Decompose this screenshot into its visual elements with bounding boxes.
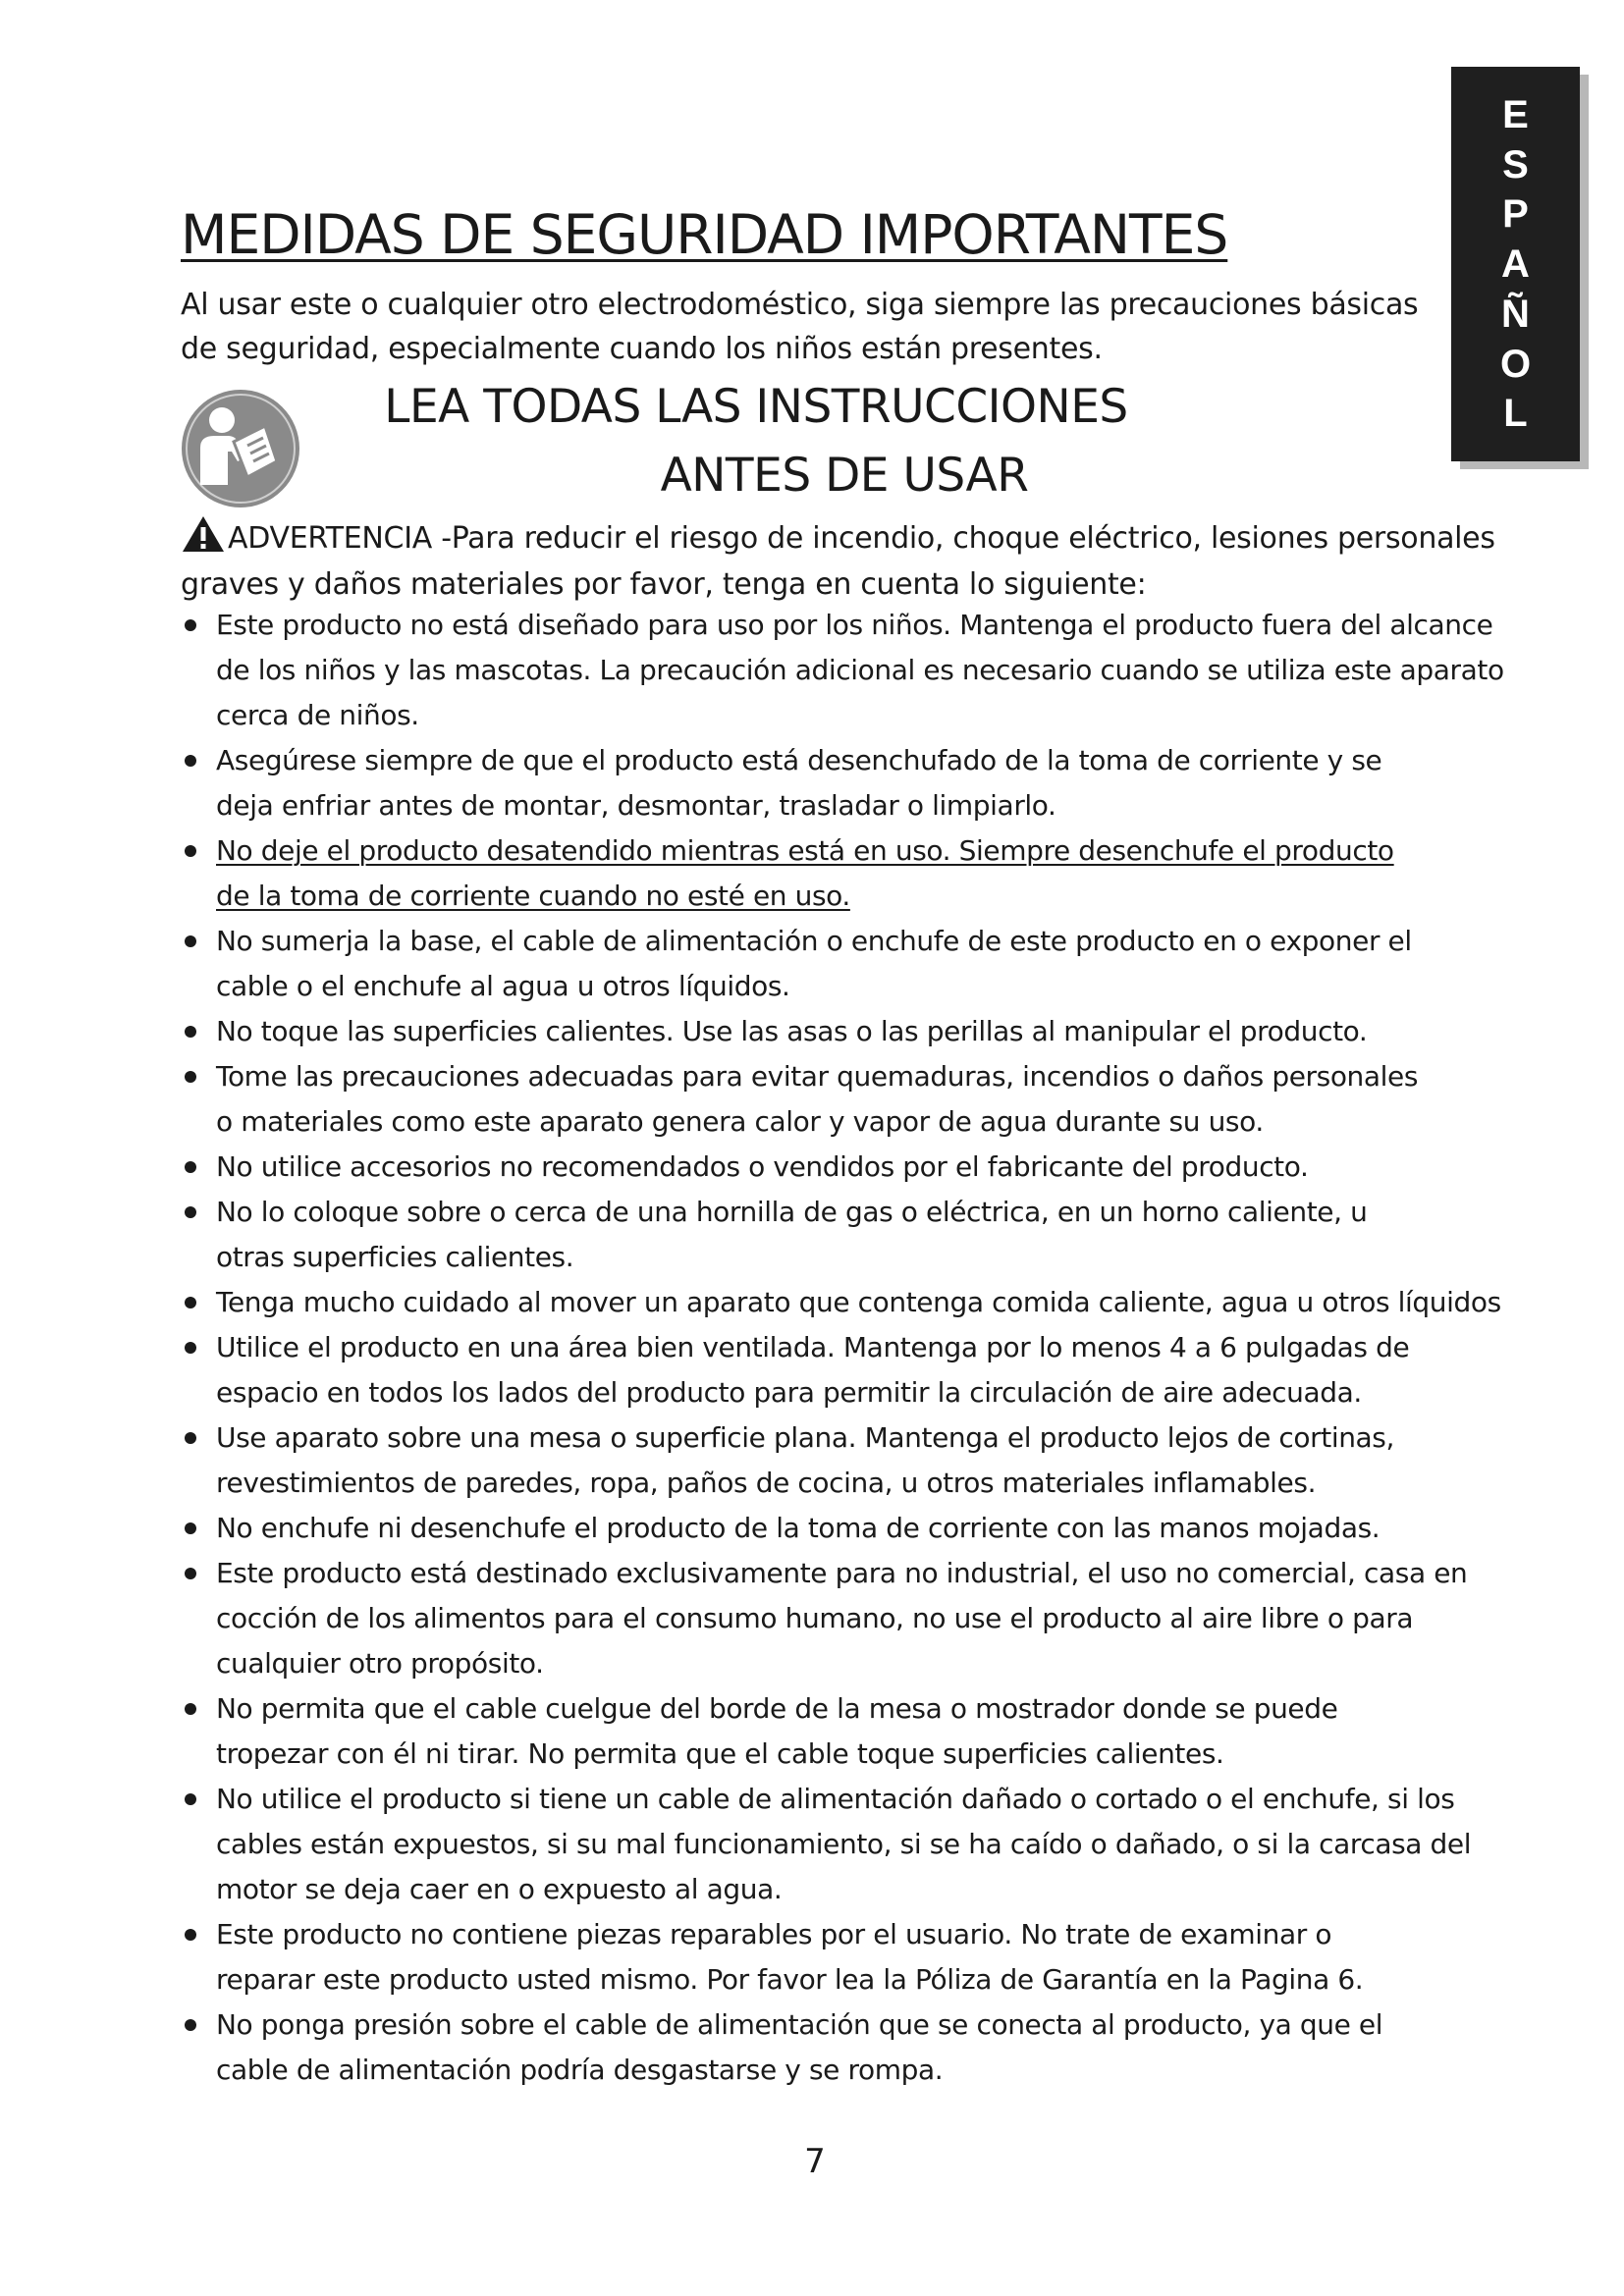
- list-item: [181, 1686, 1595, 1777]
- page-title: MEDIDAS DE SEGURIDAD IMPORTANTES: [181, 203, 1228, 266]
- language-tab-letter: S: [1502, 142, 1529, 187]
- list-item-line: cocción de los alimentos para el consumo humano, no use el producto al aire libre o para: [216, 1602, 1414, 1634]
- page-number: 7: [804, 2142, 826, 2181]
- bullet-icon: [185, 1793, 196, 1805]
- bullet-icon: [185, 1703, 196, 1715]
- bullet-icon: [185, 1522, 196, 1534]
- list-item-line: No ponga presión sobre el cable de alimentación que se conecta al producto, ya que el: [216, 2008, 1383, 2041]
- list-item: [181, 919, 1595, 1009]
- warning-triangle-icon: [181, 514, 226, 554]
- read-instructions-heading: LEA TODAS LAS INSTRUCCIONES: [384, 380, 1128, 434]
- list-item: [181, 1190, 1595, 1280]
- list-item-line: deja enfriar antes de montar, desmontar, trasladar o limpiarlo.: [216, 789, 1056, 822]
- bullet-icon: [185, 1929, 196, 1941]
- warning-block: [181, 514, 1536, 608]
- list-item-line: No utilice el producto si tiene un cable de alimentación dañado o cortado o el enchufe, si los: [216, 1783, 1455, 1815]
- list-item-line: Este producto no contiene piezas reparables por el usuario. No trate de examinar o: [216, 1918, 1332, 1950]
- list-item-line: No deje el producto desatendido mientras está en uso. Siempre desenchufe el producto: [216, 834, 1394, 867]
- list-item-line: Utilice el producto en una área bien ventilada. Mantenga por lo menos 4 a 6 pulgadas de: [216, 1331, 1410, 1363]
- list-item-line: Tome las precauciones adecuadas para evitar quemaduras, incendios o daños personales: [216, 1060, 1419, 1093]
- list-item-line: cualquier otro propósito.: [216, 1647, 544, 1680]
- list-item-line: tropezar con él ni tirar. No permita que el cable toque superficies calientes.: [216, 1737, 1224, 1770]
- list-item-line: reparar este producto usted mismo. Por favor lea la Póliza de Garantía en la Pagina 6.: [216, 1963, 1364, 1996]
- bullet-icon: [185, 1342, 196, 1354]
- list-item-line: de los niños y las mascotas. La precaución adicional es necesario cuando se utiliza este aparato: [216, 654, 1504, 686]
- safety-list: [181, 603, 1595, 2093]
- read-instructions-subheading: ANTES DE USAR: [660, 449, 1029, 503]
- list-item-line: otras superficies calientes.: [216, 1241, 574, 1273]
- bullet-icon: [185, 1297, 196, 1308]
- bullet-icon: [185, 1161, 196, 1173]
- list-item: [181, 1415, 1595, 1506]
- list-item-line: No lo coloque sobre o cerca de una hornilla de gas o eléctrica, en un horno caliente, u: [216, 1196, 1368, 1228]
- bullet-icon: [185, 1568, 196, 1579]
- bullet-icon: [185, 935, 196, 947]
- list-item-line: motor se deja caer en o expuesto al agua.: [216, 1873, 783, 1905]
- list-item: [181, 2002, 1595, 2093]
- language-tab-letter: A: [1501, 242, 1530, 286]
- list-item-line: cable o el enchufe al agua u otros líquidos.: [216, 970, 790, 1002]
- list-item: [181, 828, 1595, 919]
- language-tab-letter: O: [1499, 342, 1532, 386]
- list-item-line: cable de alimentación podría desgastarse y se rompa.: [216, 2054, 944, 2086]
- bullet-icon: [185, 1206, 196, 1218]
- list-item-line: No permita que el cable cuelgue del borde de la mesa o mostrador donde se puede: [216, 1692, 1338, 1725]
- list-item: [181, 1506, 1595, 1551]
- list-item: [181, 1145, 1595, 1190]
- bullet-icon: [185, 845, 196, 857]
- intro-line: de seguridad, especialmente cuando los niños están presentes.: [181, 332, 1103, 366]
- list-item: [181, 1912, 1595, 2002]
- list-item: [181, 1054, 1595, 1145]
- bullet-icon: [185, 1432, 196, 1444]
- language-tab: [1451, 67, 1580, 461]
- language-tab-letter: E: [1502, 92, 1529, 136]
- list-item-line: o materiales como este aparato genera calor y vapor de agua durante su uso.: [216, 1105, 1264, 1138]
- intro-paragraph: [181, 283, 1437, 371]
- bullet-icon: [185, 755, 196, 767]
- list-item: [181, 1551, 1595, 1686]
- list-item: [181, 1777, 1595, 1912]
- list-item-line: cables están expuestos, si su mal funcionamiento, si se ha caído o dañado, o si la carcasa del: [216, 1828, 1472, 1860]
- bullet-icon: [185, 1071, 196, 1083]
- list-item-line: Tenga mucho cuidado al mover un aparato que contenga comida caliente, agua u otros líquidos: [216, 1286, 1501, 1318]
- list-item-line: de la toma de corriente cuando no esté en uso.: [216, 880, 850, 912]
- bullet-icon: [185, 619, 196, 631]
- bullet-icon: [185, 1026, 196, 1038]
- list-item-line: No enchufe ni desenchufe el producto de la toma de corriente con las manos mojadas.: [216, 1512, 1380, 1544]
- list-item-line: No utilice accesorios no recomendados o vendidos por el fabricante del producto.: [216, 1150, 1309, 1183]
- list-item: [181, 1325, 1595, 1415]
- bullet-icon: [185, 2019, 196, 2031]
- warning-line: [181, 514, 1536, 561]
- list-item-line: cerca de niños.: [216, 699, 419, 731]
- list-item-line: Este producto no está diseñado para uso por los niños. Mantenga el producto fuera del alcance: [216, 609, 1493, 641]
- list-item: [181, 738, 1595, 828]
- language-tab-letter: Ñ: [1501, 292, 1530, 336]
- list-item-line: Este producto está destinado exclusivamente para no industrial, el uso no comercial, casa en: [216, 1557, 1468, 1589]
- list-item-line: Asegúrese siempre de que el producto está desenchufado de la toma de corriente y se: [216, 744, 1382, 776]
- list-item: [181, 1009, 1595, 1054]
- intro-line: Al usar este o cualquier otro electrodoméstico, siga siempre las precauciones básicas: [181, 288, 1419, 322]
- language-tab-letter: L: [1503, 392, 1528, 436]
- warning-line: graves y daños materiales por favor, tenga en cuenta lo siguiente:: [181, 567, 1147, 602]
- list-item-line: espacio en todos los lados del producto para permitir la circulación de aire adecuada.: [216, 1376, 1362, 1409]
- list-item: [181, 603, 1595, 738]
- list-item-line: revestimientos de paredes, ropa, paños de cocina, u otros materiales inflamables.: [216, 1467, 1317, 1499]
- list-item-line: Use aparato sobre una mesa o superficie plana. Mantenga el producto lejos de cortinas,: [216, 1421, 1394, 1454]
- warning-text: ADVERTENCIA -Para reducir el riesgo de incendio, choque eléctrico, lesiones personales: [228, 521, 1495, 556]
- list-item: [181, 1280, 1595, 1325]
- list-item-line: No toque las superficies calientes. Use las asas o las perillas al manipular el producto.: [216, 1015, 1368, 1047]
- language-tab-letter: P: [1502, 192, 1529, 237]
- list-item-line: No sumerja la base, el cable de alimentación o enchufe de este producto en o exponer el: [216, 925, 1412, 957]
